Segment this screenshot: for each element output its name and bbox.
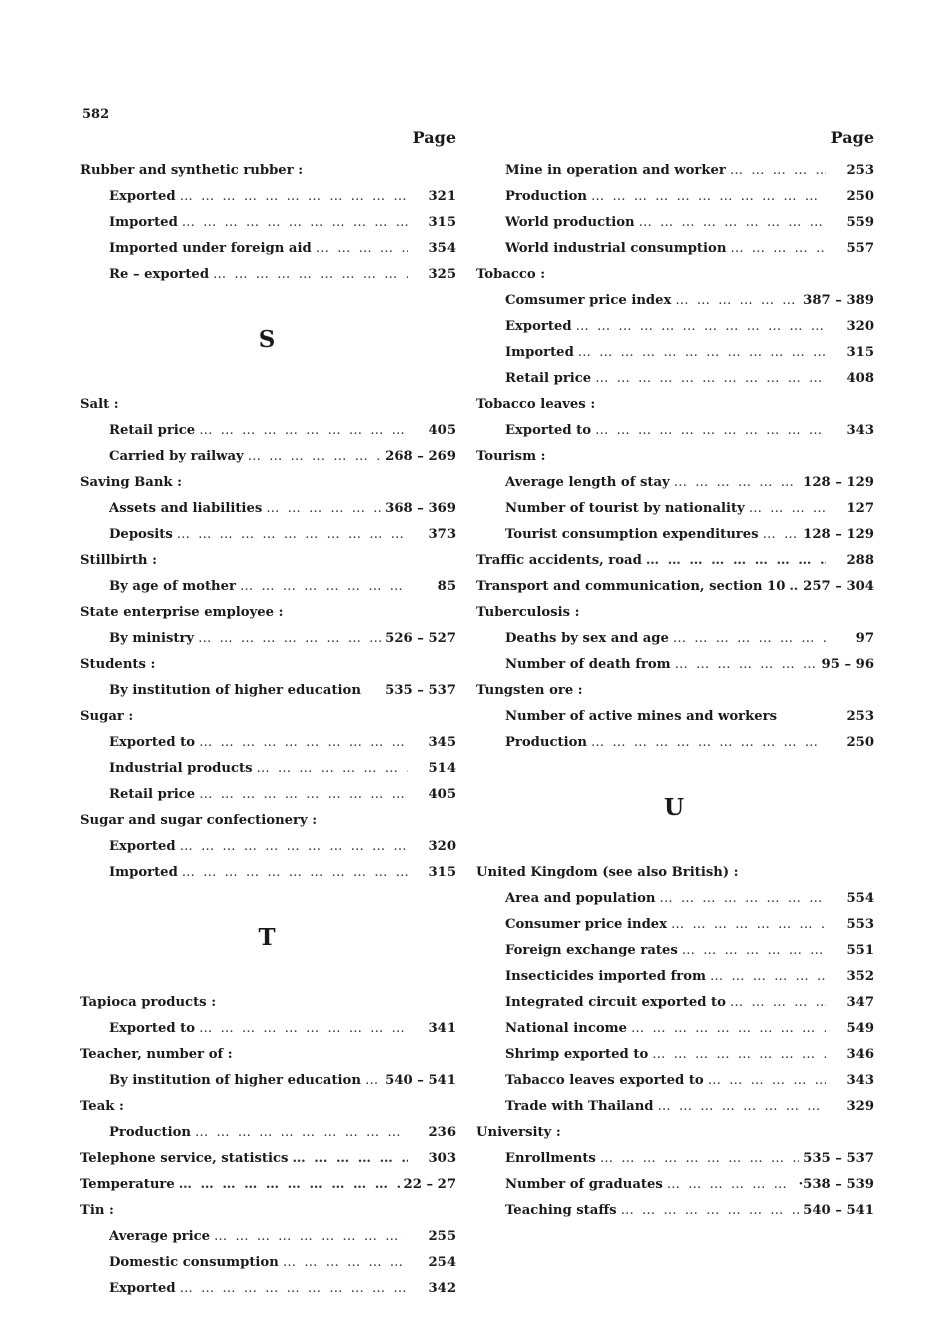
dot-leader: [195, 1120, 408, 1146]
dot-leader: [730, 990, 826, 1016]
entry-pages: 405: [428, 787, 456, 802]
index-subentry: [78, 782, 456, 808]
dot-leader: [674, 470, 799, 496]
index-subentry: [78, 1016, 456, 1042]
entry-label: Production: [109, 1125, 191, 1140]
dot-leader: [316, 236, 408, 262]
entry-pages: 352: [846, 969, 874, 984]
entry-label: Imported: [505, 345, 574, 360]
dot-leader: [710, 964, 826, 990]
entry-label: Comsumer price index: [505, 293, 672, 308]
index-subentry: [474, 470, 874, 496]
entry-pages: 303: [428, 1151, 456, 1166]
entry-pages: 346: [846, 1047, 874, 1062]
entry-label: Imported under foreign aid: [109, 241, 312, 256]
index-subentry: [474, 496, 874, 522]
index-heading: [78, 652, 456, 678]
entry-label: Integrated circuit exported to: [505, 995, 726, 1010]
dot-leader: [214, 1224, 408, 1250]
entry-label: National income: [505, 1021, 627, 1036]
index-subentry: [474, 366, 874, 392]
index-subentry: [78, 678, 456, 704]
entry-label: Average length of stay: [505, 475, 670, 490]
index-subentry: [78, 1224, 456, 1250]
index-subentry: [78, 444, 456, 470]
entry-pages: 345: [428, 735, 456, 750]
dot-leader: [730, 158, 826, 184]
entry-label: By institution of higher education: [109, 1073, 361, 1088]
dot-leader: [180, 834, 408, 860]
entry-label: State enterprise employee :: [80, 605, 284, 620]
index-heading: [78, 1172, 456, 1198]
index-entries-right: [474, 158, 874, 1224]
section-letter: T: [258, 924, 276, 951]
index-subentry: [474, 652, 874, 678]
entry-label: Carried by railway: [109, 449, 244, 464]
entry-label: Insecticides imported from: [505, 969, 706, 984]
index-heading: [78, 808, 456, 834]
index-subentry: [78, 496, 456, 522]
entry-label: Stillbirth :: [80, 553, 157, 568]
entry-pages: 268 – 269: [385, 449, 456, 464]
index-subentry: [474, 912, 874, 938]
entry-label: Area and population: [505, 891, 656, 906]
entry-pages: 320: [846, 319, 874, 334]
dot-leader: [646, 548, 826, 574]
index-subentry: [78, 626, 456, 652]
entry-label: Retail price: [109, 787, 196, 802]
entry-label: Tourist consumption expenditures: [505, 527, 759, 542]
entry-pages: 329: [846, 1099, 874, 1114]
index-subentry: [78, 730, 456, 756]
index-heading: [474, 1120, 874, 1146]
index-subentry: [78, 210, 456, 236]
entry-label: Tin :: [80, 1203, 114, 1218]
entry-label: Production: [505, 189, 587, 204]
entry-pages: 540 – 541: [803, 1203, 874, 1218]
entry-pages: 343: [846, 1073, 874, 1088]
entry-pages: 554: [846, 891, 874, 906]
dot-leader: [179, 1172, 400, 1198]
index-subentry: [474, 184, 874, 210]
index-heading: [474, 600, 874, 626]
entry-pages: 97: [855, 631, 874, 646]
entry-label: Number of graduates: [505, 1177, 663, 1192]
entry-pages: 343: [846, 423, 874, 438]
index-heading: [78, 158, 456, 184]
index-subentry: [474, 990, 874, 1016]
dot-leader: [730, 236, 826, 262]
index-heading: [78, 704, 456, 730]
entry-label: Production: [505, 735, 587, 750]
entry-label: Number of tourist by nationality: [505, 501, 745, 516]
entry-label: Shrimp exported to: [505, 1047, 649, 1062]
dot-leader: [266, 496, 381, 522]
entry-pages: 535 – 537: [803, 1151, 874, 1166]
entry-pages: 553: [846, 917, 874, 932]
entry-label: World production: [505, 215, 635, 230]
index-subentry: [474, 1198, 874, 1224]
entry-label: Exported to: [109, 735, 196, 750]
index-heading: [474, 860, 874, 886]
page-column-header: Page: [830, 128, 874, 147]
dot-leader: [763, 522, 800, 548]
entry-label: Temperature: [80, 1177, 175, 1192]
index-subentry: [474, 886, 874, 912]
entry-pages: 342: [428, 1281, 456, 1296]
entry-pages: 325: [428, 267, 456, 282]
dot-leader: [180, 1276, 408, 1302]
index-subentry: [78, 522, 456, 548]
entry-label: Imported: [109, 215, 178, 230]
dot-leader: [240, 574, 408, 600]
section-letter: U: [663, 794, 685, 821]
index-subentry: [78, 1276, 456, 1302]
index-subentry: [474, 964, 874, 990]
index-subentry: [78, 1250, 456, 1276]
index-heading: [78, 1146, 456, 1172]
index-subentry: [474, 626, 874, 652]
index-entries-left: [78, 158, 456, 1302]
dot-leader: [749, 496, 826, 522]
entry-label: Number of active mines and workers: [505, 709, 778, 724]
dot-leader: [199, 418, 408, 444]
entry-label: Exported to: [109, 1021, 196, 1036]
dot-leader: [365, 1068, 381, 1094]
entry-label: Telephone service, statistics: [80, 1151, 289, 1166]
entry-label: Deaths by sex and age: [505, 631, 669, 646]
entry-label: Saving Bank :: [80, 475, 183, 490]
index-heading: [78, 1094, 456, 1120]
dot-leader: [283, 1250, 408, 1276]
entry-pages: 514: [428, 761, 456, 776]
entry-label: Tobacco leaves :: [476, 397, 596, 412]
entry-label: Re – exported: [109, 267, 210, 282]
entry-pages: 315: [846, 345, 874, 360]
entry-pages: 315: [428, 215, 456, 230]
index-subentry: [78, 184, 456, 210]
index-heading: [78, 392, 456, 418]
entry-pages: 559: [846, 215, 874, 230]
entry-label: Exported: [505, 319, 572, 334]
entry-label: Trade with Thailand: [505, 1099, 654, 1114]
entry-label: By institution of higher education: [109, 683, 361, 698]
entry-label: Tapioca products :: [80, 995, 217, 1010]
dot-leader: [198, 626, 381, 652]
entry-label: Salt :: [80, 397, 119, 412]
entry-label: Exported: [109, 839, 176, 854]
entry-label: United Kingdom (see also British) :: [476, 865, 739, 880]
entry-label: Tabacco leaves exported to: [505, 1073, 704, 1088]
index-heading: [78, 1198, 456, 1224]
entry-label: Retail price: [505, 371, 592, 386]
entry-pages: 250: [846, 735, 874, 750]
index-subentry: [474, 288, 874, 314]
entry-label: Assets and liabilities: [109, 501, 263, 516]
entry-pages: 127: [846, 501, 874, 516]
index-subentry: [474, 730, 874, 756]
entry-pages: 354: [428, 241, 456, 256]
dot-leader: [639, 210, 826, 236]
page-column-header: Page: [412, 128, 456, 147]
index-subentry: [78, 262, 456, 288]
entry-label: Rubber and synthetic rubber :: [80, 163, 304, 178]
entry-label: Industrial products: [109, 761, 253, 776]
entry-pages: 236: [428, 1125, 456, 1140]
index-column-left: [78, 128, 456, 1302]
entry-pages: 85: [437, 579, 456, 594]
dot-leader: [591, 730, 826, 756]
index-heading: [474, 392, 874, 418]
entry-pages: 405: [428, 423, 456, 438]
dot-leader: [658, 1094, 826, 1120]
entry-pages: 557: [846, 241, 874, 256]
entry-pages: 526 – 527: [385, 631, 456, 646]
index-heading: [474, 262, 874, 288]
entry-label: Tobacco :: [476, 267, 546, 282]
dot-leader: [675, 652, 818, 678]
dot-leader: [199, 730, 408, 756]
index-heading: [474, 548, 874, 574]
index-subentry: [474, 314, 874, 340]
index-subentry: [474, 1068, 874, 1094]
entry-pages: 341: [428, 1021, 456, 1036]
entry-label: Exported: [109, 1281, 176, 1296]
entry-label: Students :: [80, 657, 156, 672]
entry-pages: 551: [846, 943, 874, 958]
entry-pages: 320: [428, 839, 456, 854]
dot-leader: [600, 1146, 799, 1172]
entry-label: Sugar :: [80, 709, 134, 724]
index-heading: [78, 1042, 456, 1068]
dot-leader: [213, 262, 408, 288]
index-heading: [474, 444, 874, 470]
dot-leader: [199, 782, 408, 808]
entry-pages: 373: [428, 527, 456, 542]
entry-label: Teaching staffs: [505, 1203, 617, 1218]
entry-label: Exported to: [505, 423, 592, 438]
index-subentry: [78, 834, 456, 860]
entry-label: Average price: [109, 1229, 211, 1244]
index-subentry: [474, 418, 874, 444]
index-subentry: [474, 210, 874, 236]
dot-leader: [595, 366, 826, 392]
entry-label: Imported: [109, 865, 178, 880]
index-subentry: [474, 158, 874, 184]
index-subentry: [78, 756, 456, 782]
entry-pages: 253: [846, 709, 874, 724]
index-subentry: [474, 704, 874, 730]
dot-leader: [631, 1016, 826, 1042]
entry-pages: 250: [846, 189, 874, 204]
dot-leader: [248, 444, 381, 470]
dot-leader: [177, 522, 408, 548]
dot-leader: [708, 1068, 826, 1094]
entry-pages: 540 – 541: [385, 1073, 456, 1088]
entry-label: Tourism :: [476, 449, 546, 464]
entry-label: By ministry: [109, 631, 195, 646]
dot-leader: [789, 574, 799, 600]
dot-leader: [591, 184, 826, 210]
entry-pages: 254: [428, 1255, 456, 1270]
dot-leader: [182, 860, 408, 886]
index-heading: [474, 574, 874, 600]
entry-label: Teak :: [80, 1099, 124, 1114]
entry-label: Consumer price index: [505, 917, 668, 932]
entry-label: Sugar and sugar confectionery :: [80, 813, 318, 828]
entry-pages: 549: [846, 1021, 874, 1036]
dot-leader: [257, 756, 408, 782]
index-heading: [78, 548, 456, 574]
index-subentry: [78, 1120, 456, 1146]
dot-leader: [595, 418, 826, 444]
entry-label: Traffic accidents, road: [476, 553, 642, 568]
index-heading: [78, 470, 456, 496]
index-subentry: [474, 1042, 874, 1068]
index-subentry: [474, 340, 874, 366]
index-subentry: [78, 574, 456, 600]
entry-pages: 288: [846, 553, 874, 568]
dot-leader: [621, 1198, 800, 1224]
entry-pages: 128 – 129: [803, 475, 874, 490]
page-number: 582: [82, 107, 110, 122]
dot-leader: [675, 288, 799, 314]
index-subentry: [474, 938, 874, 964]
entry-pages: 368 – 369: [385, 501, 456, 516]
index-heading: [78, 990, 456, 1016]
entry-pages: 95 – 96: [821, 657, 874, 672]
entry-label: Retail price: [109, 423, 196, 438]
entry-pages: 535 – 537: [385, 683, 456, 698]
section-letter: S: [258, 326, 276, 353]
entry-pages: 257 – 304: [803, 579, 874, 594]
entry-label: Domestic consumption: [109, 1255, 279, 1270]
entry-pages: 315: [428, 865, 456, 880]
entry-label: Deposits: [109, 527, 173, 542]
dot-leader: [199, 1016, 408, 1042]
entry-pages: 347: [846, 995, 874, 1010]
dot-leader: [671, 912, 826, 938]
entry-label: University :: [476, 1125, 561, 1140]
entry-pages: ·538 – 539: [798, 1177, 874, 1192]
dot-leader: [660, 886, 826, 912]
entry-label: Foreign exchange rates: [505, 943, 678, 958]
entry-label: Tungsten ore :: [476, 683, 583, 698]
index-subentry: [474, 1016, 874, 1042]
entry-pages: 387 – 389: [803, 293, 874, 308]
index-subentry: [78, 236, 456, 262]
index-heading: [78, 600, 456, 626]
entry-pages: 255: [428, 1229, 456, 1244]
entry-label: Mine in operation and worker: [505, 163, 726, 178]
index-subentry: [78, 418, 456, 444]
index-subentry: [474, 1172, 874, 1198]
dot-leader: [667, 1172, 795, 1198]
entry-pages: 253: [846, 163, 874, 178]
dot-leader: [673, 626, 826, 652]
index-subentry: [474, 522, 874, 548]
entry-label: Teacher, number of :: [80, 1047, 233, 1062]
entry-pages: 321: [428, 189, 456, 204]
dot-leader: [180, 184, 408, 210]
index-column-right: [474, 128, 874, 1224]
index-subentry: [474, 1094, 874, 1120]
dot-leader: [578, 340, 826, 366]
entry-label: Transport and communication, section 10: [476, 579, 786, 594]
entry-label: World industrial consumption: [505, 241, 727, 256]
dot-leader: [682, 938, 826, 964]
entry-pages: 408: [846, 371, 874, 386]
index-heading: [474, 678, 874, 704]
dot-leader: [576, 314, 826, 340]
index-subentry: [474, 1146, 874, 1172]
index-subentry: [474, 236, 874, 262]
entry-label: Tuberculosis :: [476, 605, 580, 620]
entry-pages: 128 – 129: [803, 527, 874, 542]
dot-leader: [292, 1146, 408, 1172]
entry-label: Enrollments: [505, 1151, 596, 1166]
entry-label: Exported: [109, 189, 176, 204]
entry-pages: 22 – 27: [403, 1177, 456, 1192]
dot-leader: [182, 210, 408, 236]
index-subentry: [78, 860, 456, 886]
entry-label: Number of death from: [505, 657, 671, 672]
index-subentry: [78, 1068, 456, 1094]
dot-leader: [652, 1042, 826, 1068]
entry-label: By age of mother: [109, 579, 236, 594]
